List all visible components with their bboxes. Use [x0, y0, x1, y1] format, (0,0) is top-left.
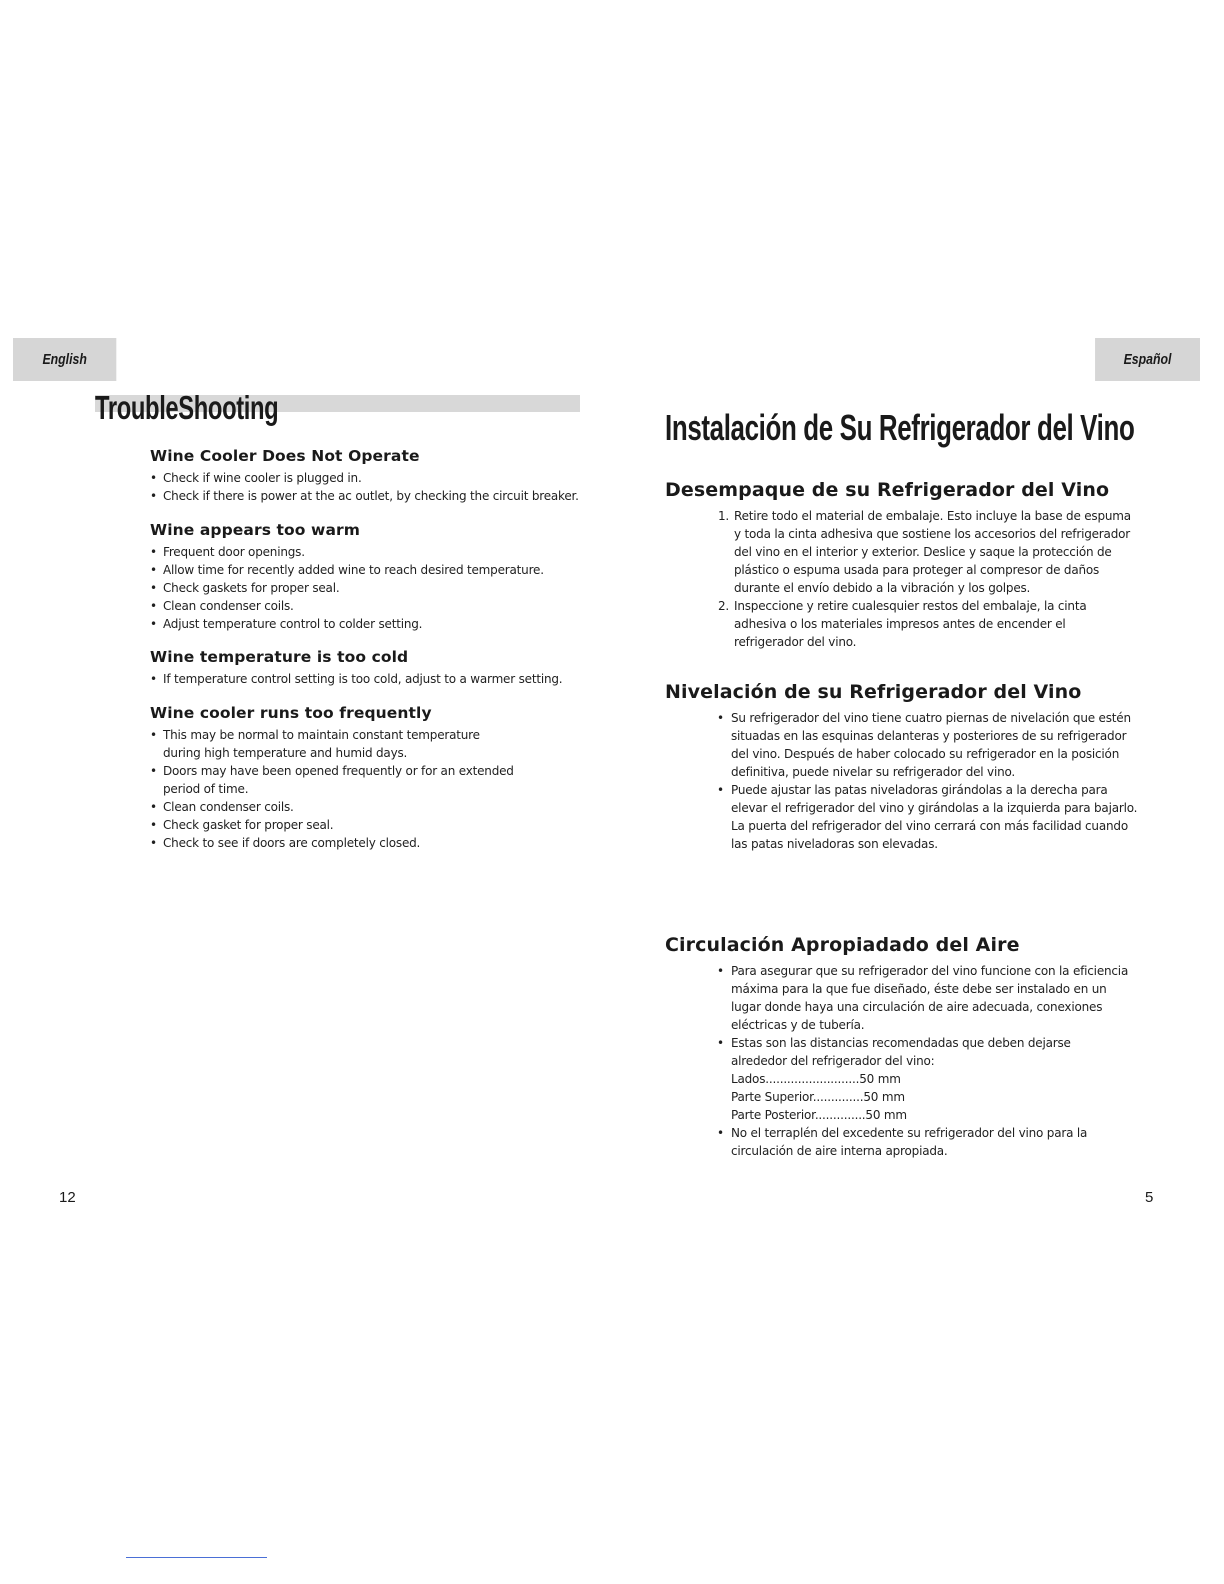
- distance-row: Parte Posterior..............50 mm: [731, 1108, 907, 1122]
- bullet-list: [717, 709, 1140, 853]
- page-title-instalacion: Instalación de Su Refrigerador del Vino: [665, 407, 1135, 448]
- section-heading: Wine appears too warm: [150, 521, 361, 539]
- distance-row: Lados..........................50 mm: [731, 1072, 901, 1086]
- list-item: • Allow time for recently added wine to reach desired temperature.: [150, 563, 544, 577]
- bullet-list: [150, 670, 590, 688]
- list-item: • No el terraplén del excedente su refrigerador del vino para la circulación de aire interna apropiada.: [717, 1126, 1088, 1158]
- list-item: • Check gasket for proper seal.: [150, 818, 334, 832]
- bullet-list: [150, 469, 590, 505]
- section-heading: Wine temperature is too cold: [150, 648, 409, 666]
- list-item: • Para asegurar que su refrigerador del vino funcione con la eficiencia máxima para la que fue diseñado, éste debe ser instalado en un lugar donde haya una circulación de aire adecuada, conexiones eléctricas y de tubería.: [717, 964, 1129, 1032]
- list-item: • Estas son las distancias recomendadas que deben dejarse alrededor del refrigerador del vino:: [717, 1036, 1071, 1068]
- section-desempaque: [665, 479, 1135, 651]
- list-item: • Su refrigerador del vino tiene cuatro piernas de nivelación que estén situadas en las esquinas delanteras y posteriores de su refrigerador del vino. Después de haber colocado su refrigerador en la posición definitiva, puede nivelar su refrigerador del vino.: [717, 711, 1131, 779]
- page-number-right: 5: [1145, 1189, 1154, 1206]
- list-item: • Check to see if doors are completely closed.: [150, 836, 421, 850]
- bullet-list: [150, 543, 590, 633]
- section-heading: Wine Cooler Does Not Operate: [150, 447, 420, 465]
- list-item: • Adjust temperature control to colder setting.: [150, 617, 423, 631]
- section-circulacion: [665, 934, 1130, 1160]
- language-tab-espanol: Español: [1095, 338, 1200, 381]
- section-wine-cooler-runs-too-frequently: [150, 704, 520, 852]
- page-number-left: 12: [59, 1189, 76, 1206]
- section-heading: Circulación Apropiadado del Aire: [665, 934, 1020, 956]
- page-title-troubleshooting: TroubleShooting: [95, 389, 279, 426]
- list-item: • Puede ajustar las patas niveladoras girándolas a la derecha para elevar el refrigerador del vino y girándolas a la izquierda para bajarlo. La puerta del refrigerador del vino cerrará con más facilidad cuando las patas niveladoras son elevadas.: [717, 783, 1138, 851]
- section-wine-cooler-does-not-operate: [150, 447, 590, 505]
- section-wine-temperature-too-cold: [150, 648, 590, 688]
- numbered-list: [718, 507, 1135, 651]
- language-tab-english: English: [13, 338, 116, 381]
- list-item: 2. Inspeccione y retire cualesquier restos del embalaje, la cinta adhesiva o los materiales impresos antes de encender el refrigerador del vino.: [718, 599, 1087, 649]
- decorative-rule: [126, 1557, 267, 1558]
- list-item: • Check gaskets for proper seal.: [150, 581, 340, 595]
- bullet-list: [150, 726, 520, 852]
- bullet-list: [717, 962, 1130, 1160]
- list-item: • Doors may have been opened frequently or for an extended period of time.: [150, 764, 514, 796]
- distance-row: Parte Superior..............50 mm: [731, 1090, 905, 1104]
- list-item: • Clean condenser coils.: [150, 599, 294, 613]
- section-heading: Nivelación de su Refrigerador del Vino: [665, 681, 1082, 703]
- section-heading: Wine cooler runs too frequently: [150, 704, 432, 722]
- section-wine-appears-too-warm: [150, 521, 590, 633]
- list-item: • Frequent door openings.: [150, 545, 305, 559]
- list-item: • If temperature control setting is too cold, adjust to a warmer setting.: [150, 672, 563, 686]
- section-heading: Desempaque de su Refrigerador del Vino: [665, 479, 1110, 501]
- list-item: • This may be normal to maintain constant temperature during high temperature and humid days.: [150, 728, 480, 760]
- section-nivelacion: [665, 681, 1140, 853]
- list-item: • Check if wine cooler is plugged in.: [150, 471, 362, 485]
- list-item: 1. Retire todo el material de embalaje. Esto incluye la base de espuma y toda la cinta adhesiva que sostiene los accesorios del refrigerador del vino en el interior y exterior. Deslice y saque la protección de plástico o espuma usada para proteger al compresor de daños durante el envío debido a la vibración y los golpes.: [718, 509, 1131, 595]
- list-item: • Clean condenser coils.: [150, 800, 294, 814]
- list-item: • Check if there is power at the ac outlet, by checking the circuit breaker.: [150, 489, 579, 503]
